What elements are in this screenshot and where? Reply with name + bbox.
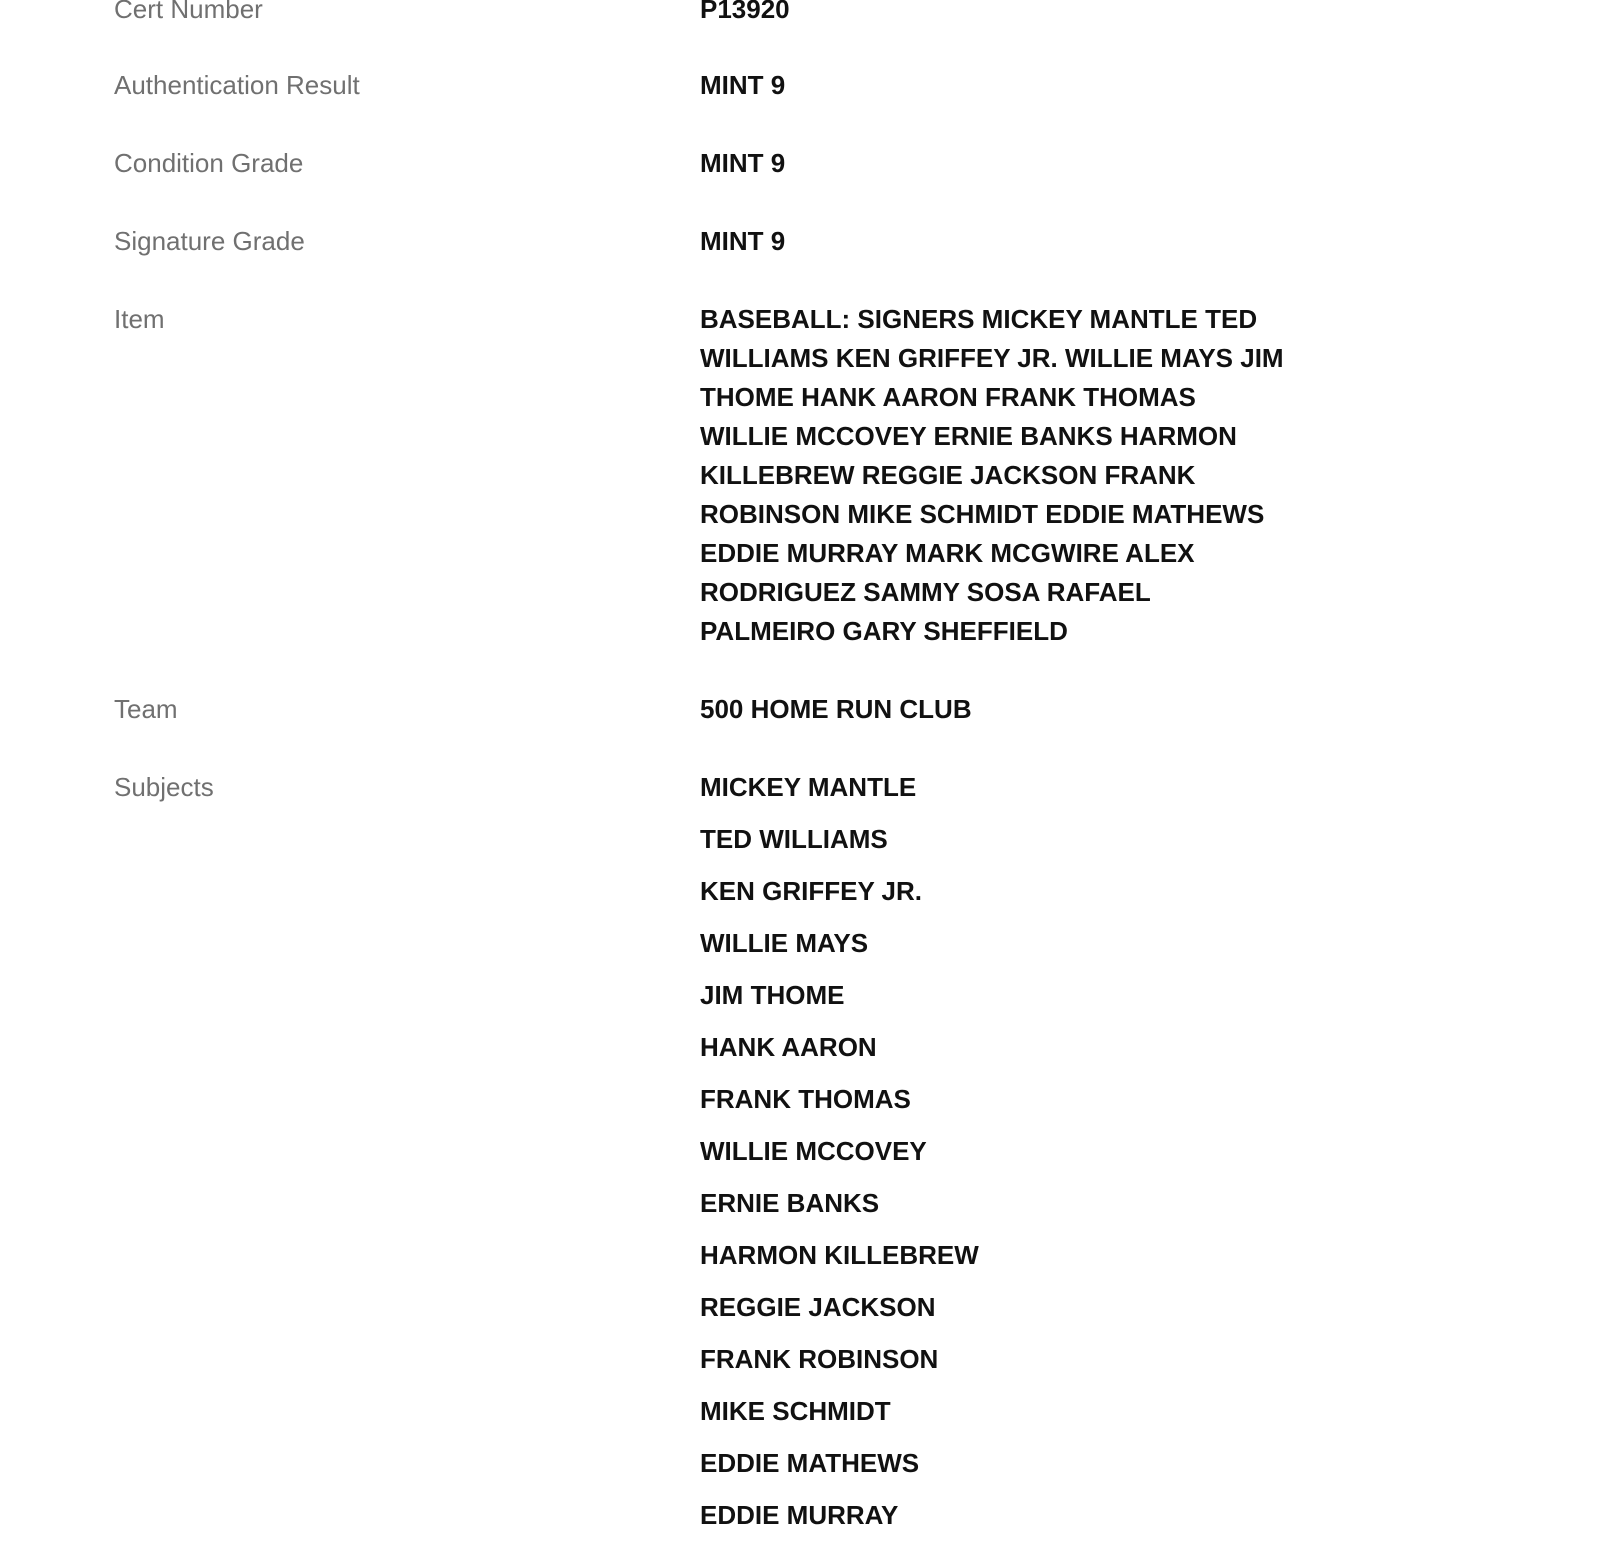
authentication-result-label: Authentication Result <box>114 70 360 100</box>
team-value: 500 HOME RUN CLUB <box>700 694 972 724</box>
item-line: RODRIGUEZ SAMMY SOSA RAFAEL <box>700 577 1151 607</box>
subject-item: WILLIE MAYS <box>700 928 869 958</box>
item-line: EDDIE MURRAY MARK MCGWIRE ALEX <box>700 538 1195 568</box>
subject-item: TED WILLIAMS <box>700 824 888 854</box>
condition-grade-value: MINT 9 <box>700 148 786 178</box>
subjects-value <box>700 768 1300 1548</box>
subject-item: MICKEY MANTLE <box>700 772 917 802</box>
subject-item: WILLIE MCCOVEY <box>700 1136 927 1166</box>
subject-item: ERNIE BANKS <box>700 1188 880 1218</box>
condition-grade-label: Condition Grade <box>114 148 304 178</box>
item-description <box>700 300 1300 651</box>
subject-item: HARMON KILLEBREW <box>700 1240 979 1270</box>
subjects-list <box>700 768 1300 1548</box>
item-line: PALMEIRO GARY SHEFFIELD <box>700 616 1068 646</box>
item-line: WILLIE MCCOVEY ERNIE BANKS HARMON <box>700 421 1237 451</box>
subject-item: EDDIE MATHEWS <box>700 1448 920 1478</box>
subject-item: FRANK ROBINSON <box>700 1344 939 1374</box>
signature-grade-label: Signature Grade <box>114 226 305 256</box>
cert-number-label: Cert Number <box>114 0 263 24</box>
subjects-label: Subjects <box>114 772 214 802</box>
item-line: BASEBALL: SIGNERS MICKEY MANTLE TED <box>700 304 1258 334</box>
subject-item: FRANK THOMAS <box>700 1084 911 1114</box>
subject-item: MIKE SCHMIDT <box>700 1396 891 1426</box>
item-label: Item <box>114 304 165 334</box>
item-line: KILLEBREW REGGIE JACKSON FRANK <box>700 460 1196 490</box>
subject-item: EDDIE MURRAY <box>700 1500 899 1530</box>
subject-item: REGGIE JACKSON <box>700 1292 936 1322</box>
item-line: ROBINSON MIKE SCHMIDT EDDIE MATHEWS <box>700 499 1265 529</box>
signature-grade-value: MINT 9 <box>700 226 786 256</box>
item-line: WILLIAMS KEN GRIFFEY JR. WILLIE MAYS JIM <box>700 343 1284 373</box>
item-line: THOME HANK AARON FRANK THOMAS <box>700 382 1196 412</box>
subject-item: HANK AARON <box>700 1032 877 1062</box>
authentication-result-value: MINT 9 <box>700 70 786 100</box>
cert-number-value: P13920 <box>700 0 790 24</box>
team-label: Team <box>114 694 178 724</box>
subject-item: KEN GRIFFEY JR. <box>700 876 923 906</box>
subject-item: JIM THOME <box>700 980 845 1010</box>
